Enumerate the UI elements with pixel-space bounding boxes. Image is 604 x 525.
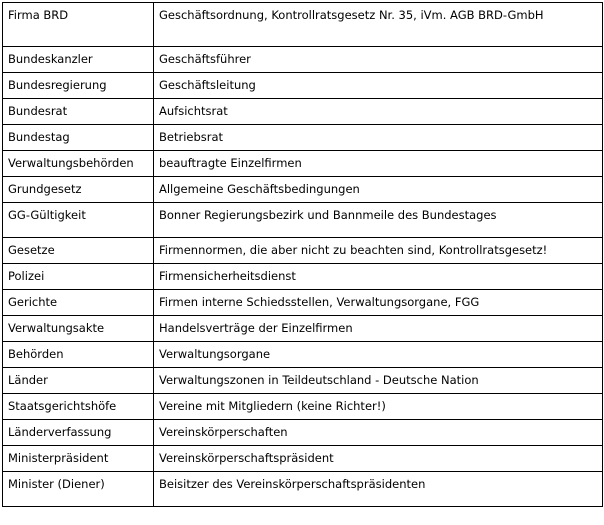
cell-term: Behörden <box>3 342 154 368</box>
cell-meaning: Verwaltungsorgane <box>154 342 603 368</box>
cell-term: Bundeskanzler <box>3 47 154 73</box>
table-row <box>3 342 603 368</box>
cell-term: Minister (Diener) <box>3 472 154 507</box>
comparison-table <box>2 2 603 507</box>
table-row <box>3 125 603 151</box>
cell-meaning: Firmensicherheitsdienst <box>154 264 603 290</box>
table-row <box>3 99 603 125</box>
cell-term: Grundgesetz <box>3 177 154 203</box>
cell-meaning: Vereinskörperschaftspräsident <box>154 446 603 472</box>
cell-meaning: beauftragte Einzelfirmen <box>154 151 603 177</box>
cell-term: Bundestag <box>3 125 154 151</box>
cell-meaning: Betriebsrat <box>154 125 603 151</box>
cell-meaning: Geschäftsordnung, Kontrollratsgesetz Nr. 35, iVm. AGB BRD-GmbH <box>154 3 603 47</box>
cell-meaning: Beisitzer des Vereinskörperschaftspräsidenten <box>154 472 603 507</box>
cell-term: Verwaltungsbehörden <box>3 151 154 177</box>
cell-term: GG-Gültigkeit <box>3 203 154 238</box>
cell-term: Staatsgerichtshöfe <box>3 394 154 420</box>
cell-term: Bundesregierung <box>3 73 154 99</box>
table-row <box>3 177 603 203</box>
cell-meaning: Bonner Regierungsbezirk und Bannmeile des Bundestages <box>154 203 603 238</box>
cell-meaning: Geschäftsleitung <box>154 73 603 99</box>
table-row <box>3 368 603 394</box>
table-row <box>3 472 603 507</box>
cell-term: Firma BRD <box>3 3 154 47</box>
table-row <box>3 394 603 420</box>
cell-meaning: Allgemeine Geschäftsbedingungen <box>154 177 603 203</box>
cell-term: Ministerpräsident <box>3 446 154 472</box>
cell-meaning: Firmennormen, die aber nicht zu beachten sind, Kontrollratsgesetz! <box>154 238 603 264</box>
cell-meaning: Vereine mit Mitgliedern (keine Richter!) <box>154 394 603 420</box>
table-row <box>3 446 603 472</box>
cell-meaning: Geschäftsführer <box>154 47 603 73</box>
cell-term: Verwaltungsakte <box>3 316 154 342</box>
table-row <box>3 316 603 342</box>
table-row <box>3 264 603 290</box>
table-row <box>3 420 603 446</box>
table-row <box>3 73 603 99</box>
cell-meaning: Verwaltungszonen in Teildeutschland - Deutsche Nation <box>154 368 603 394</box>
cell-meaning: Vereinskörperschaften <box>154 420 603 446</box>
table-row <box>3 203 603 238</box>
table-row <box>3 3 603 47</box>
cell-term: Bundesrat <box>3 99 154 125</box>
table-row <box>3 151 603 177</box>
cell-term: Polizei <box>3 264 154 290</box>
cell-term: Länderverfassung <box>3 420 154 446</box>
cell-term: Gesetze <box>3 238 154 264</box>
cell-meaning: Handelsverträge der Einzelfirmen <box>154 316 603 342</box>
cell-term: Gerichte <box>3 290 154 316</box>
cell-meaning: Firmen interne Schiedsstellen, Verwaltungsorgane, FGG <box>154 290 603 316</box>
table-row <box>3 47 603 73</box>
cell-term: Länder <box>3 368 154 394</box>
table-row <box>3 290 603 316</box>
table-row <box>3 238 603 264</box>
cell-meaning: Aufsichtsrat <box>154 99 603 125</box>
